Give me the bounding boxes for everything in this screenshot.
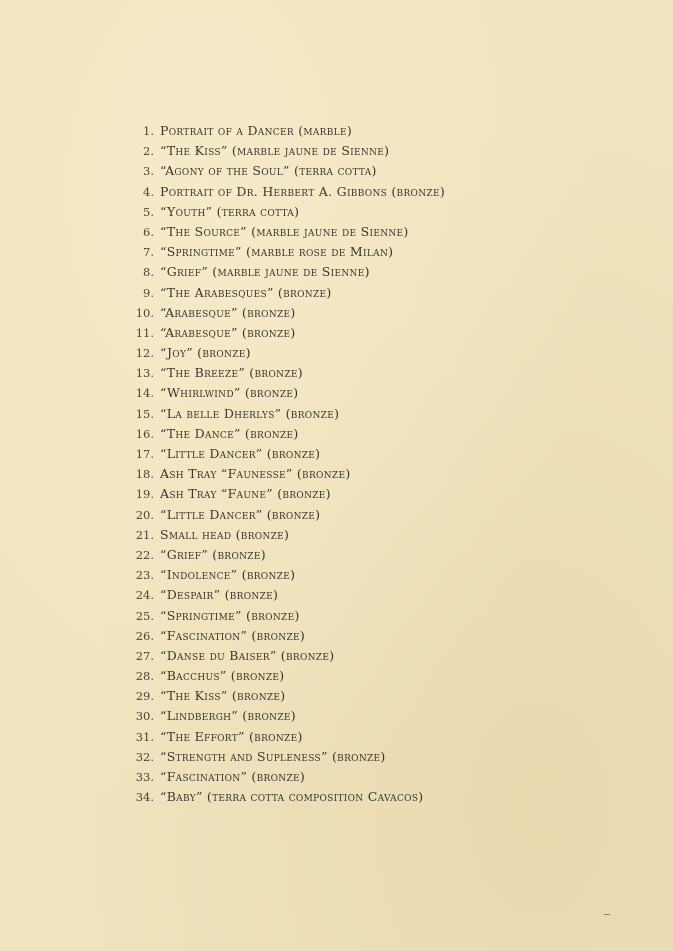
item-title: “Grief” (bronze) <box>160 546 266 562</box>
item-title: “Whirlwind” (bronze) <box>160 385 299 401</box>
item-title: “Joy” (bronze) <box>160 345 251 361</box>
item-number: 11. <box>135 325 154 340</box>
list-item <box>132 767 632 787</box>
list-item <box>132 545 632 565</box>
list-item <box>132 747 632 767</box>
item-title: “Bacchus” (bronze) <box>160 668 285 684</box>
item-title: “Fascination” (bronze) <box>160 769 306 784</box>
item-number: 1. <box>143 124 154 138</box>
item-number: 28. <box>135 669 154 684</box>
item-title: “The Breeze” (bronze) <box>160 365 303 381</box>
item-title: “Despair” (bronze) <box>160 587 279 603</box>
item-number: 9. <box>143 285 154 300</box>
item-number: 6. <box>143 224 154 239</box>
item-title: “Lindbergh” (bronze) <box>160 708 296 724</box>
item-title: “Youth” (terra cotta) <box>160 203 300 219</box>
list-item <box>132 363 632 383</box>
list-item <box>132 727 632 747</box>
list-item <box>132 606 632 626</box>
item-number: 15. <box>135 406 154 421</box>
item-title: Ash Tray “Faunesse” (bronze) <box>160 466 351 482</box>
item-number: 12. <box>135 346 154 361</box>
list-item <box>132 444 632 464</box>
list-item <box>132 202 632 222</box>
item-title: “Indolence” (bronze) <box>160 567 296 583</box>
item-title: “La belle Dherlys” (bronze) <box>160 405 340 421</box>
list-item <box>132 182 632 202</box>
item-title: “Agony of the Soul” (terra cotta) <box>160 163 377 179</box>
item-title: “Grief” (marble jaune de Sienne) <box>160 264 370 280</box>
item-title: “Arabesque” (bronze) <box>160 304 296 320</box>
list-item <box>132 706 632 726</box>
list-item <box>132 787 632 807</box>
item-number: 33. <box>135 770 154 784</box>
list-item <box>132 121 632 141</box>
item-number: 29. <box>135 689 154 704</box>
list-item <box>132 585 632 605</box>
item-number: 27. <box>135 648 154 663</box>
item-number: 5. <box>143 204 154 219</box>
list-item <box>132 464 632 484</box>
item-number: 3. <box>143 164 154 179</box>
item-number: 25. <box>135 608 154 623</box>
item-title: “Little Dancer” (bronze) <box>160 446 321 461</box>
item-title: “The Arabesques” (bronze) <box>160 284 332 300</box>
list-item <box>132 505 632 525</box>
item-title: “Fascination” (bronze) <box>160 627 306 643</box>
item-number: 17. <box>135 447 154 461</box>
list-item <box>132 565 632 585</box>
list-item <box>132 646 632 666</box>
list-item <box>132 404 632 424</box>
list-item <box>132 323 632 343</box>
item-title: “The Source” (marble jaune de Sienne) <box>160 223 409 239</box>
item-number: 23. <box>135 568 154 583</box>
item-title: Small head (bronze) <box>160 526 290 542</box>
item-number: 31. <box>135 729 154 744</box>
item-title: “Springtime” (marble rose de Milan) <box>160 244 394 260</box>
list-item <box>132 666 632 686</box>
list-item <box>132 262 632 282</box>
item-title: “Strength and Supleness” (bronze) <box>160 748 386 764</box>
item-number: 2. <box>143 144 154 159</box>
list-item <box>132 343 632 363</box>
list-item <box>132 141 632 161</box>
item-title: “Little Dancer” (bronze) <box>160 506 321 522</box>
item-title: “Arabesque” (bronze) <box>160 324 296 340</box>
list-item <box>132 383 632 403</box>
item-title: Portrait of Dr. Herbert A. Gibbons (bronze) <box>160 183 446 199</box>
item-title: “Danse du Baiser” (bronze) <box>160 647 335 663</box>
list-item <box>132 424 632 444</box>
item-title: Portrait of a Dancer (marble) <box>160 123 352 138</box>
page-mark <box>604 914 610 915</box>
item-title: “Baby” (terra cotta composition Cavacos) <box>160 789 424 805</box>
list-item <box>132 222 632 242</box>
list-item <box>132 525 632 545</box>
list-item <box>132 484 632 504</box>
item-title: “The Dance” (bronze) <box>160 425 299 441</box>
item-number: 24. <box>135 588 154 603</box>
item-title: “The Kiss” (bronze) <box>160 688 286 704</box>
item-number: 22. <box>135 547 154 562</box>
item-number: 4. <box>143 184 154 199</box>
item-number: 14. <box>135 386 154 401</box>
list-item <box>132 242 632 262</box>
list-item <box>132 626 632 646</box>
item-title: “Springtime” (bronze) <box>160 607 300 623</box>
item-number: 10. <box>135 305 154 320</box>
item-number: 26. <box>135 628 154 643</box>
item-number: 18. <box>135 467 154 482</box>
item-title: Ash Tray “Faune” (bronze) <box>160 486 331 502</box>
item-number: 8. <box>143 265 154 280</box>
item-title: “The Kiss” (marble jaune de Sienne) <box>160 143 390 159</box>
list-item <box>132 161 632 181</box>
item-number: 7. <box>143 245 154 260</box>
item-number: 19. <box>135 487 154 502</box>
sculpture-list <box>132 121 632 807</box>
item-number: 30. <box>135 709 154 724</box>
list-item <box>132 283 632 303</box>
item-number: 21. <box>135 527 154 542</box>
item-number: 20. <box>135 507 154 522</box>
item-title: “The Effort” (bronze) <box>160 728 303 744</box>
list-item <box>132 686 632 706</box>
item-number: 34. <box>135 790 154 805</box>
item-number: 16. <box>135 426 154 441</box>
item-number: 32. <box>135 749 154 764</box>
list-item <box>132 303 632 323</box>
item-number: 13. <box>135 366 154 381</box>
